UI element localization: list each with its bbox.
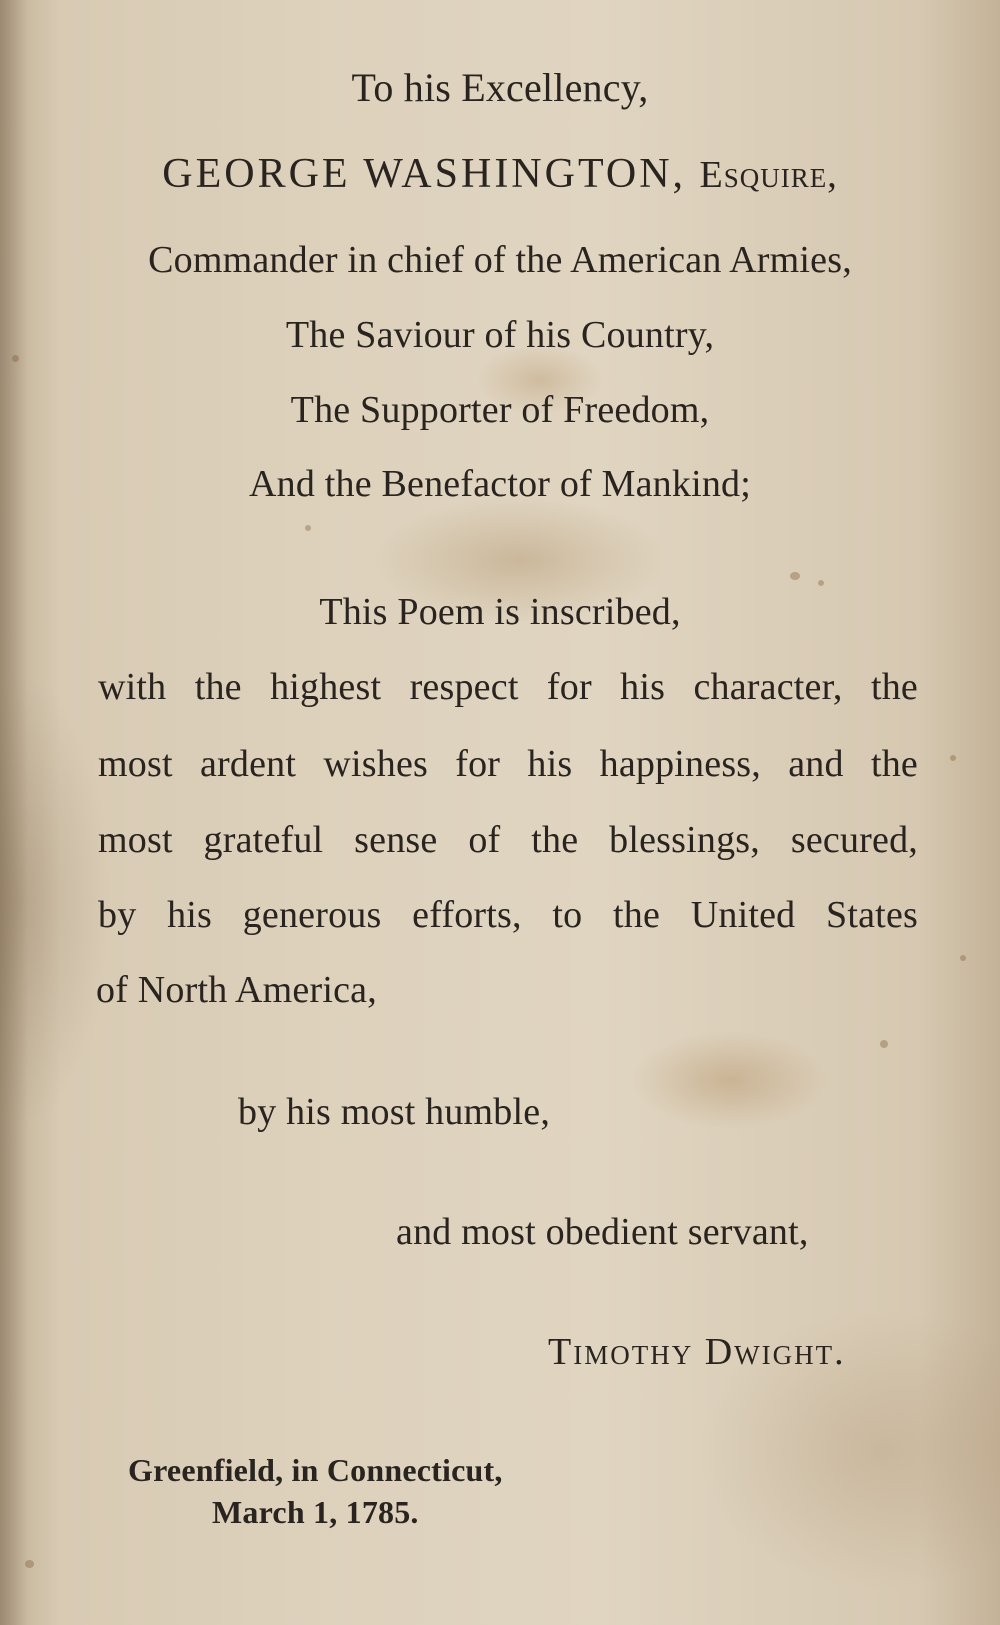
dedication-title-line: And the Benefactor of Mankind;: [249, 463, 751, 505]
foxing-spot: [818, 580, 824, 586]
signature: Timothy Dwight.: [548, 1331, 846, 1373]
foxing-spot: [305, 525, 311, 531]
dedication-title-line: The Supporter of Freedom,: [290, 389, 710, 431]
foxing-spot: [950, 755, 956, 761]
inscription-line: by his generous efforts, to the United States: [98, 894, 918, 936]
dedication-to-line: [0, 64, 1000, 111]
date-line: March 1, 1785.: [212, 1494, 419, 1530]
foxing-spot: [25, 1560, 34, 1568]
inscription-line: with the highest respect for his character, the: [98, 666, 918, 708]
dedicatee-name: GEORGE WASHINGTON,: [162, 151, 687, 197]
inscription-lead: This Poem is inscribed,: [319, 591, 681, 633]
foxing-spot: [960, 955, 966, 961]
to-his-excellency: To his Excellency,: [351, 65, 649, 110]
inscription-line: of North America,: [96, 969, 377, 1011]
inscription-line: most ardent wishes for his happiness, and the: [98, 743, 918, 785]
dedication-title-line: Commander in chief of the American Armies,: [148, 239, 852, 281]
closing-servant: and most obedient servant,: [396, 1211, 809, 1253]
dedication-name-line: [0, 150, 1000, 198]
closing-humble: by his most humble,: [238, 1091, 551, 1133]
dedication-title-line: The Saviour of his Country,: [285, 314, 715, 356]
dedicatee-esquire: Esquire,: [699, 154, 838, 196]
place-line: Greenfield, in Connecticut,: [128, 1452, 503, 1488]
foxing-spot: [880, 1040, 888, 1048]
inscription-line: most grateful sense of the blessings, secured,: [98, 819, 918, 861]
foxing-spot: [790, 572, 800, 580]
